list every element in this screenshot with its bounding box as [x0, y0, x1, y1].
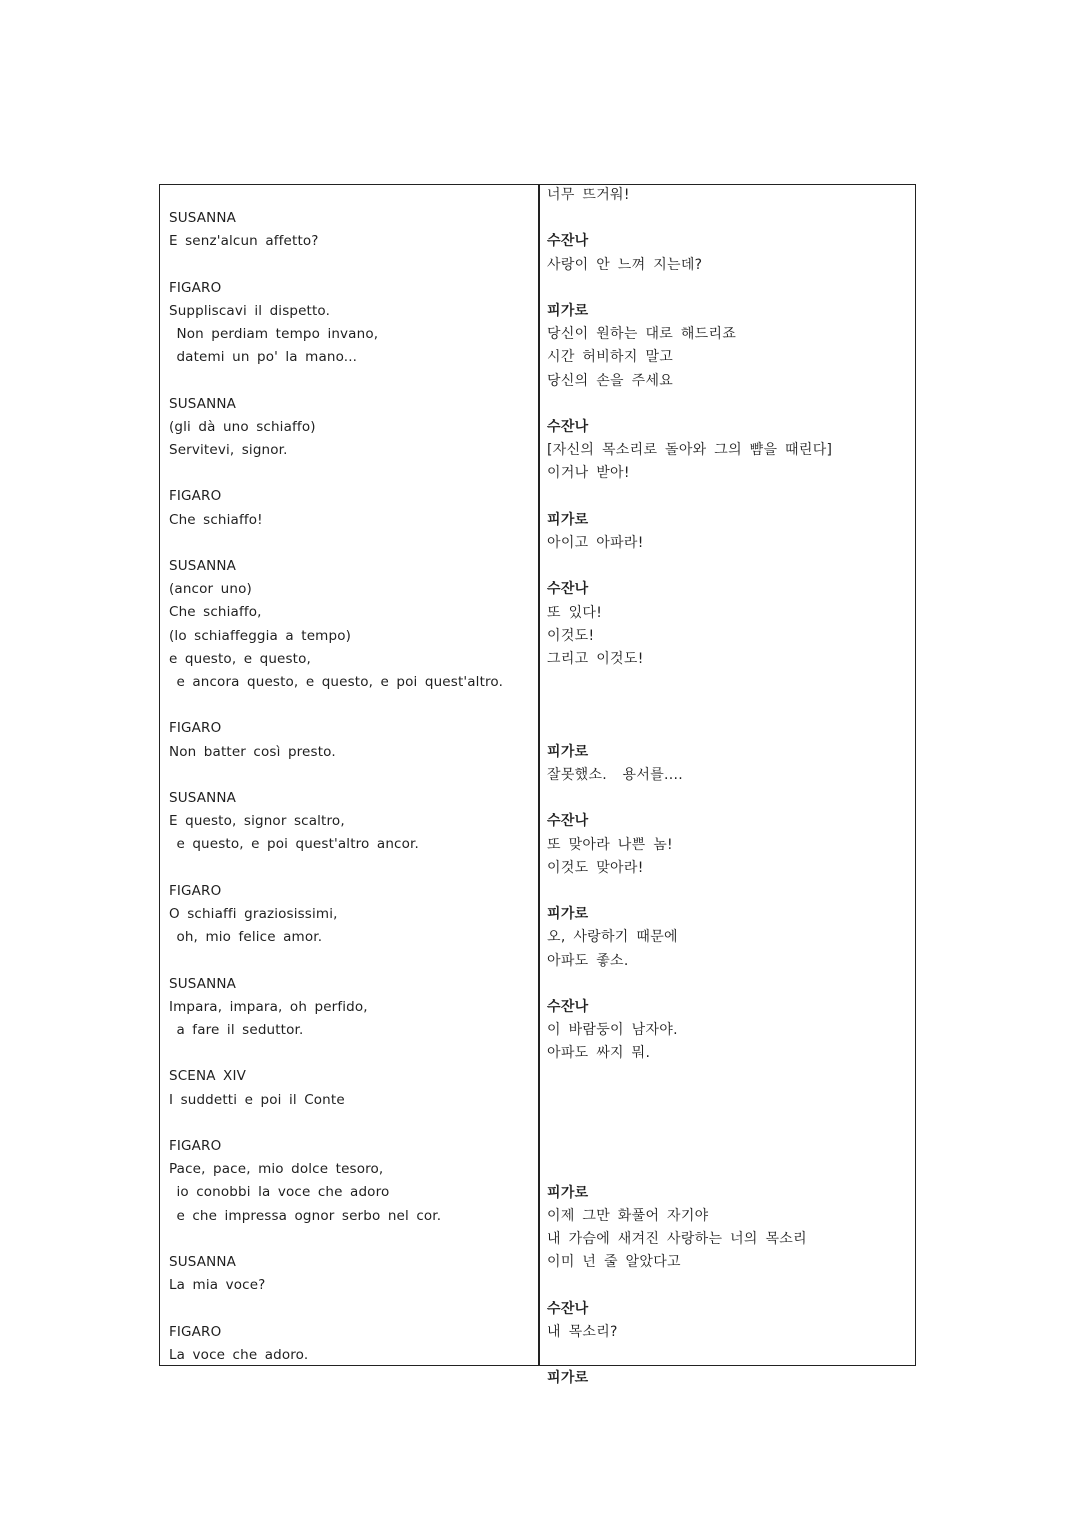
libretto-line: Impara, impara, oh perfido, [169, 998, 368, 1015]
speaker-name: SUSANNA [169, 1254, 236, 1270]
libretto-line: e che impressa ognor serbo nel cor. [169, 1207, 442, 1224]
libretto-line: 시간 허비하지 말고 [547, 349, 674, 366]
libretto-line: Non batter così presto. [169, 743, 336, 760]
bilingual-libretto-table [159, 184, 916, 1387]
speaker-name: 수잔나 [547, 233, 589, 250]
libretto-line: 그리고 이것도! [547, 651, 644, 667]
libretto-line: (gli dà uno schiaffo) [169, 418, 316, 435]
libretto-line: Suppliscavi il dispetto. [169, 302, 331, 319]
speaker-name: 피가로 [547, 743, 589, 760]
libretto-line: 이 바람둥이 남자야. [547, 1022, 678, 1039]
libretto-line: oh, mio felice amor. [169, 929, 323, 946]
column-divider [538, 185, 540, 1365]
libretto-line: 이거나 받아! [547, 465, 630, 482]
libretto-line: a fare il seduttor. [169, 1022, 304, 1038]
libretto-line: La voce che adoro. [169, 1346, 309, 1363]
speaker-name: SUSANNA [169, 790, 236, 806]
libretto-line: 당신의 손을 주세요 [547, 372, 674, 389]
libretto-line: Che schiaffo! [169, 511, 263, 528]
libretto-line: Pace, pace, mio dolce tesoro, [169, 1161, 384, 1178]
speaker-name: SUSANNA [169, 395, 236, 412]
libretto-line: (lo schiaffeggia a tempo) [169, 627, 352, 644]
speaker-name: 피가로 [547, 511, 589, 528]
speaker-name: SCENA XIV [169, 1068, 246, 1085]
korean-text-column [547, 185, 907, 1387]
libretto-line: (ancor uno) [169, 581, 252, 598]
speaker-name: SUSANNA [169, 210, 236, 226]
speaker-name: FIGARO [169, 1138, 222, 1154]
libretto-line: 이미 넌 줄 알았다고 [547, 1254, 681, 1271]
libretto-line: 잘못했소. 용서를.... [547, 767, 684, 783]
speaker-name: FIGARO [169, 720, 222, 737]
libretto-line: 이제 그만 화풀어 자기야 [547, 1207, 709, 1224]
speaker-name: SUSANNA [169, 975, 236, 992]
libretto-line: 이것도! [547, 627, 595, 644]
speaker-name: 피가로 [547, 906, 589, 923]
libretto-line: e ancora questo, e questo, e poi quest'altro. [169, 674, 504, 690]
italian-text-column [169, 185, 529, 1365]
libretto-line: 아파도 좋소. [547, 952, 629, 969]
libretto-line: datemi un po' la mano... [169, 349, 358, 366]
libretto-line: 내 가슴에 새겨진 사랑하는 너의 목소리 [547, 1231, 807, 1247]
libretto-line: 당신이 원하는 대로 해드리죠 [547, 326, 737, 343]
speaker-name: 수잔나 [547, 419, 589, 435]
libretto-line: E questo, signor scaltro, [169, 813, 345, 830]
libretto-line: 내 목소리? [547, 1323, 618, 1340]
speaker-name: FIGARO [169, 488, 222, 505]
speaker-name: FIGARO [169, 882, 222, 899]
speaker-name: SUSANNA [169, 558, 236, 574]
libretto-line: 오, 사랑하기 때문에 [547, 929, 678, 946]
libretto-line: e questo, e poi quest'altro ancor. [169, 836, 419, 853]
libretto-line: [자신의 목소리로 돌아와 그의 뺨을 때린다] [547, 442, 833, 459]
speaker-name: FIGARO [169, 1323, 222, 1340]
speaker-name: FIGARO [169, 279, 222, 296]
speaker-name: 피가로 [547, 1370, 589, 1387]
libretto-line: Non perdiam tempo invano, [169, 326, 379, 342]
libretto-line: 아이고 아파라! [547, 535, 644, 551]
speaker-name: 수잔나 [547, 999, 589, 1015]
speaker-name: 피가로 [547, 303, 589, 319]
speaker-name: 수잔나 [547, 581, 589, 598]
libretto-line: O schiaffi graziosissimi, [169, 906, 338, 922]
libretto-line: io conobbi la voce che adoro [169, 1184, 390, 1201]
libretto-line: 사랑이 안 느껴 지는데? [547, 256, 703, 273]
libretto-line: Che schiaffo, [169, 604, 262, 621]
libretto-line: e questo, e questo, [169, 650, 311, 667]
libretto-line: E senz'alcun affetto? [169, 233, 319, 250]
libretto-line: I suddetti e poi il Conte [169, 1091, 345, 1108]
libretto-line: 아파도 싸지 뭐. [547, 1045, 651, 1062]
libretto-line: Servitevi, signor. [169, 442, 288, 458]
libretto-line: 너무 뜨거워! [547, 187, 630, 203]
libretto-line: 또 맞아라 나쁜 놈! [547, 836, 673, 853]
speaker-name: 수잔나 [547, 1300, 589, 1317]
libretto-line: 또 있다! [547, 604, 603, 621]
libretto-line: La mia voce? [169, 1277, 266, 1294]
libretto-line: 이것도 맞아라! [547, 859, 644, 876]
speaker-name: 수잔나 [547, 813, 589, 830]
speaker-name: 피가로 [547, 1184, 589, 1201]
